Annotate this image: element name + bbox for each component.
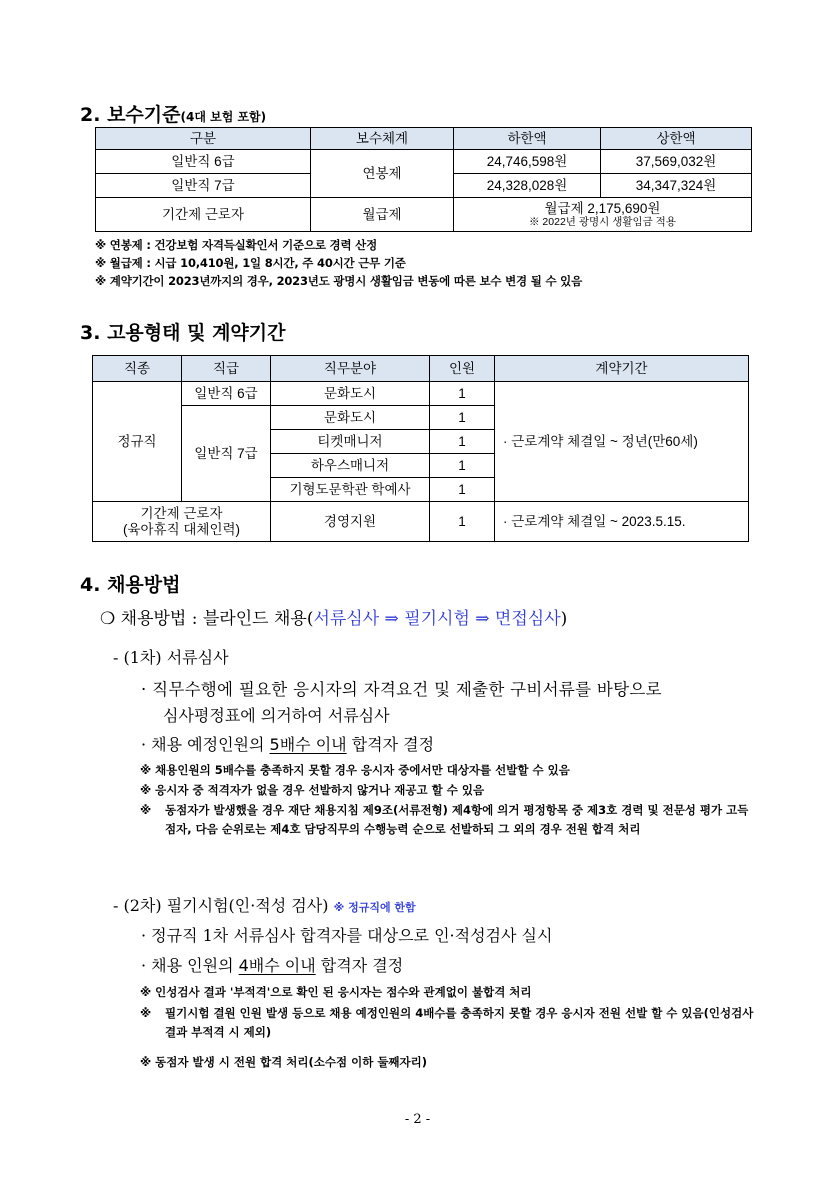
step1-item-continued: 심사평정표에 의거하여 서류심사 <box>163 706 390 725</box>
monthly-pay-note: ※ 2022년 광명시 생활임금 적용 <box>529 216 676 229</box>
temp-job-type-cell <box>93 502 271 542</box>
method-label: 채용방법 : 블라인드 채용( <box>120 609 314 629</box>
step2-note: 필기시험 결원 인원 발생 등으로 채용 예정인원의 4배수를 충족하지 못할 경우 응시자 전원 선발 할 수 있음(인성검사 결과 부적격 시 제외) <box>165 1006 754 1039</box>
salary-table-header <box>96 128 752 150</box>
step1-item: · 직무수행에 필요한 응시자의 자격요건 및 제출한 구비서류를 바탕으로 <box>141 680 662 699</box>
step2-item <box>141 953 403 976</box>
step2-item-text: · 채용 인원의 <box>141 956 239 975</box>
step1-note: 동점자가 발생했을 경우 재단 채용지침 제9조(서류전형) 제4항에 의거 평정항목 중 제3호 경력 및 전문성 평가 고득점자, 다음 순위로는 제4호 담당직무의 수행능력 순으로 선발하되 그 외의 경우 전원 합격 처리 <box>165 803 749 836</box>
grade-cell: 일반직 7급 <box>182 406 271 502</box>
step2-note-block <box>140 1004 756 1042</box>
section-2-title: 보수기준 <box>107 104 181 126</box>
col-header: 하한액 <box>454 128 601 150</box>
col-header: 직종 <box>93 356 182 382</box>
col-header: 직무분야 <box>271 356 430 382</box>
field-cell: 하우스매니저 <box>271 454 430 478</box>
employment-table-header <box>93 356 749 382</box>
step1-note-block <box>140 801 756 839</box>
grade-cell: 기간제 근로자 <box>96 198 311 232</box>
step2-title-line <box>113 893 416 916</box>
field-cell: 경영지원 <box>271 502 430 542</box>
table-row <box>93 382 749 406</box>
col-header: 보수체계 <box>311 128 454 150</box>
section-4-heading <box>80 570 181 597</box>
page-number: - 2 - <box>404 1112 431 1127</box>
min-pay-cell: 24,746,598원 <box>454 150 601 174</box>
grade-cell: 일반직 7급 <box>96 174 311 198</box>
employment-table <box>92 355 749 542</box>
count-cell: 1 <box>430 478 495 502</box>
col-header: 인원 <box>430 356 495 382</box>
count-cell: 1 <box>430 382 495 406</box>
section-2-subtitle: (4대 보험 포함) <box>180 110 267 124</box>
monthly-pay-cell <box>454 198 752 232</box>
count-cell: 1 <box>430 502 495 542</box>
max-pay-cell: 37,569,032원 <box>601 150 752 174</box>
salary-note: ※ 계약기간이 2023년까지의 경우, 2023년도 광명시 생활임금 변동에 따른 보수 변경 될 수 있음 <box>95 274 583 288</box>
section-3-number: 3. <box>80 322 101 344</box>
salary-note: ※ 월급제 : 시급 10,410원, 1일 8시간, 주 40시간 근무 기준 <box>95 256 406 270</box>
method-steps: 서류심사 ⇒ 필기시험 ⇒ 면접심사 <box>313 609 561 629</box>
temp-job-type: 기간제 근로자 <box>140 505 223 521</box>
step2-item: · 정규직 1차 서류심사 합격자를 대상으로 인·적성검사 실시 <box>141 926 553 945</box>
section-2-heading <box>80 100 266 127</box>
table-row <box>93 502 749 542</box>
step2-item-text: 합격자 결정 <box>315 956 404 975</box>
count-cell: 1 <box>430 406 495 430</box>
count-cell: 1 <box>430 430 495 454</box>
pay-system-cell: 연봉제 <box>311 150 454 198</box>
field-cell: 문화도시 <box>271 382 430 406</box>
section-4-number: 4. <box>80 574 101 596</box>
step1-item-text: 합격자 결정 <box>346 735 435 754</box>
col-header: 직급 <box>182 356 271 382</box>
step2-note: ※ 동점자 발생 시 전원 합격 처리(소수점 이하 둘째자리) <box>140 1055 428 1069</box>
field-cell: 티켓매니저 <box>271 430 430 454</box>
col-header: 상한액 <box>601 128 752 150</box>
grade-cell: 일반직 6급 <box>182 382 271 406</box>
count-cell: 1 <box>430 454 495 478</box>
section-4-title: 채용방법 <box>107 574 181 596</box>
note-mark: ※ <box>140 803 152 817</box>
step1-item <box>141 732 434 755</box>
section-2-number: 2. <box>80 104 101 126</box>
note-mark: ※ <box>140 1006 152 1020</box>
pay-system-cell: 월급제 <box>311 198 454 232</box>
step1-note: ※ 채용인원의 5배수를 충족하지 못할 경우 응시자 중에서만 대상자를 선발할 수 있음 <box>140 763 570 777</box>
max-pay-cell: 34,347,324원 <box>601 174 752 198</box>
job-type-cell: 정규직 <box>93 382 182 502</box>
table-row <box>96 198 752 232</box>
monthly-pay-amount: 월급제 2,175,690원 <box>544 200 661 216</box>
step2-title: - (2차) 필기시험(인·적성 검사) <box>113 896 329 915</box>
salary-table <box>95 127 752 232</box>
temp-job-type-detail: (육아휴직 대체인력) <box>122 521 241 537</box>
method-close: ) <box>560 609 568 629</box>
step1-title: - (1차) 서류심사 <box>113 648 229 667</box>
section-3-heading <box>80 318 286 345</box>
field-cell: 기형도문학관 학예사 <box>271 478 430 502</box>
salary-note: ※ 연봉제 : 건강보험 자격득실확인서 기준으로 경력 산정 <box>95 238 378 252</box>
grade-cell: 일반직 6급 <box>96 150 311 174</box>
col-header: 구분 <box>96 128 311 150</box>
step1-note: ※ 응시자 중 적격자가 없을 경우 선발하지 않거나 재공고 할 수 있음 <box>140 783 485 797</box>
period-cell: · 근로계약 체결일 ~ 정년(만60세) <box>495 382 749 502</box>
period-cell: · 근로계약 체결일 ~ 2023.5.15. <box>495 502 749 542</box>
col-header: 계약기간 <box>495 356 749 382</box>
step1-item-emphasis: 5배수 이내 <box>269 735 347 754</box>
step1-item-text: · 채용 예정인원의 <box>141 735 270 754</box>
circle-bullet-icon: ❍ <box>100 609 116 629</box>
step2-tag: ※ 정규직에 한함 <box>333 901 416 914</box>
table-row <box>96 150 752 174</box>
min-pay-cell: 24,328,028원 <box>454 174 601 198</box>
step2-item-emphasis: 4배수 이내 <box>238 956 316 975</box>
method-line <box>100 604 567 629</box>
field-cell: 문화도시 <box>271 406 430 430</box>
step2-note: ※ 인성검사 결과 '부적격'으로 확인 된 응시자는 점수와 관계없이 불합격 처리 <box>140 985 532 999</box>
section-3-title: 고용형태 및 계약기간 <box>107 322 286 344</box>
